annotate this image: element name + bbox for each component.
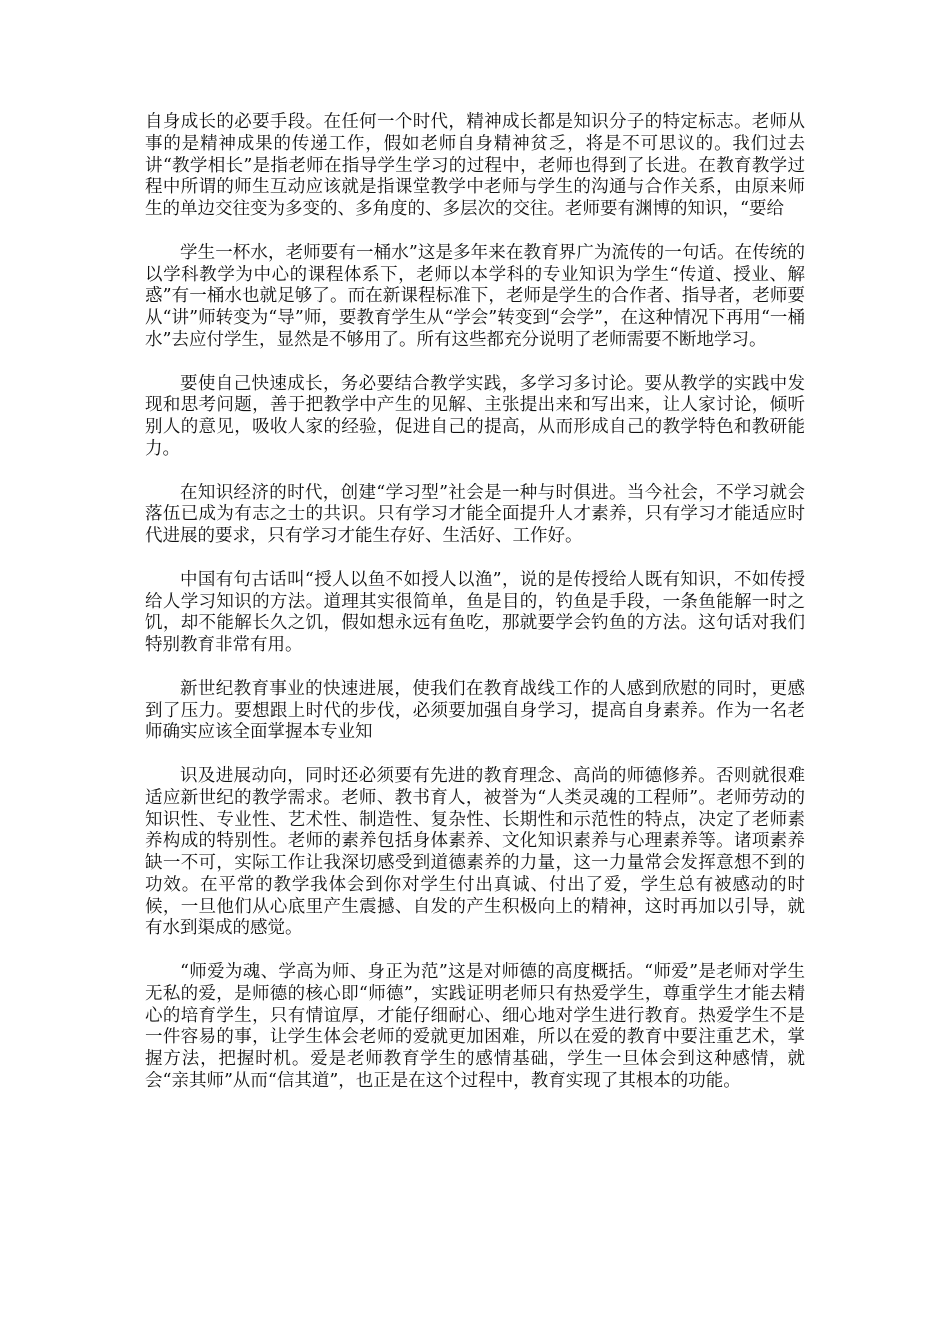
paragraph: 中国有句古话叫“授人以鱼不如授人以渔”，说的是传授给人既有知识，不如传授给人学习知识的方法。道理其实很简单，鱼是目的，钓鱼是手段，一条鱼能解一时之饥，却不能解长久之饥，假如想永远有鱼吃，那就要学会钓鱼的方法。这句话对我们特别教育非常有用。	[145, 569, 805, 656]
paragraph: 新世纪教育事业的快速进展，使我们在教育战线工作的人感到欣慰的同时，更感到了压力。要想跟上时代的步伐，必须要加强自身学习，提高自身素养。作为一名老师确实应该全面掌握本专业知	[145, 678, 805, 743]
paragraph: 识及进展动向，同时还必须要有先进的教育理念、高尚的师德修养。否则就很难适应新世纪的教学需求。老师、教书育人，被誉为“人类灵魂的工程师”。老师劳动的知识性、专业性、艺术性、制造性、复杂性、长期性和示范性的特点，决定了老师素养构成的特别性。老师的素养包括身体素养、文化知识素养与心理素养等。诸项素养缺一不可，实际工作让我深切感受到道德素养的力量，这一力量常会发挥意想不到的功效。在平常的教学我体会到你对学生付出真诚、付出了爱，学生总有被感动的时候，一旦他们从心底里产生震撼、自发的产生积极向上的精神，这时再加以引导，就有水到渠成的感觉。	[145, 765, 805, 939]
paragraph: 在知识经济的时代，创建“学习型”社会是一种与时俱进。当今社会，不学习就会落伍已成为有志之士的共识。只有学习才能全面提升人才素养，只有学习才能适应时代进展的要求，只有学习才能生存好、生活好、工作好。	[145, 482, 805, 547]
paragraph: “师爱为魂、学高为师、身正为范”这是对师德的高度概括。“师爱”是老师对学生无私的爱，是师德的核心即“师德”，实践证明老师只有热爱学生，尊重学生才能去精心的培育学生，只有情谊厚，才能仔细耐心、细心地对学生进行教育。热爱学生不是一件容易的事，让学生体会老师的爱就更加困难，所以在爱的教育中要注重艺术，掌握方法，把握时机。爱是老师教育学生的感情基础，学生一旦体会到这种感情，就会“亲其师”从而“信其道”，也正是在这个过程中，教育实现了其根本的功能。	[145, 962, 805, 1092]
document-body	[145, 112, 805, 1115]
paragraph: 要使自己快速成长，务必要结合教学实践，多学习多讨论。要从教学的实践中发现和思考问题，善于把教学中产生的见解、主张提出来和写出来，让人家讨论，倾听别人的意见，吸收人家的经验，促进自己的提高，从而形成自己的教学特色和教研能力。	[145, 373, 805, 459]
paragraph: 自身成长的必要手段。在任何一个时代，精神成长都是知识分子的特定标志。老师从事的是精神成果的传递工作，假如老师自身精神贫乏，将是不可思议的。我们过去讲“教学相长”是指老师在指导学生学习的过程中，老师也得到了长进。在教育教学过程中所谓的师生互动应该就是指课堂教学中老师与学生的沟通与合作关系，由原来师生的单边交往变为多变的、多角度的、多层次的交往。老师要有渊博的知识，“要给	[145, 112, 805, 220]
paragraph: 学生一杯水，老师要有一桶水”这是多年来在教育界广为流传的一句话。在传统的以学科教学为中心的课程体系下，老师以本学科的专业知识为学生“传道、授业、解惑”有一桶水也就足够了。而在新课程标准下，老师是学生的合作者、指导者，老师要从“讲”师转变为“导”师，要教育学生从“学会”转变到“会学”，在这种情况下再用“一桶水”去应付学生，显然是不够用了。所有这些都充分说明了老师需要不断地学习。	[145, 242, 805, 350]
